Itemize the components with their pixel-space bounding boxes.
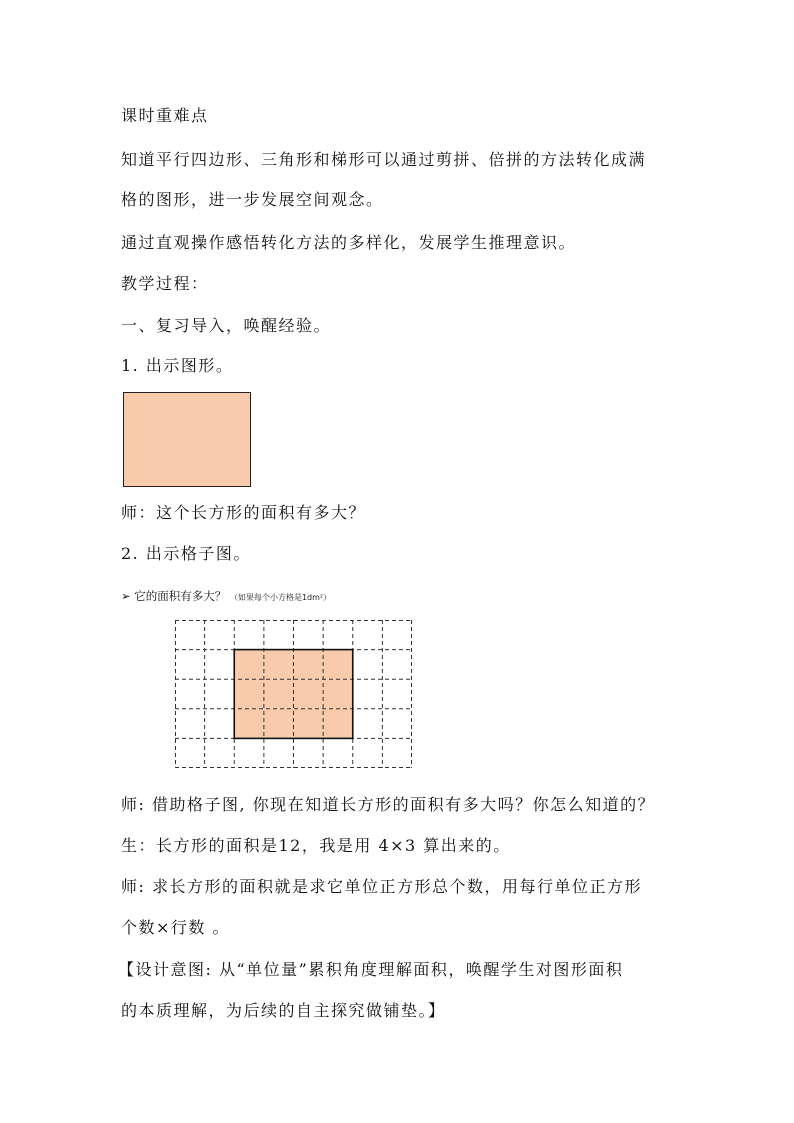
goal-2: 通过直观操作感悟转化方法的多样化，发展学生推理意识。 <box>121 233 577 252</box>
step-1: 1. 出示图形。 <box>121 356 234 375</box>
grid-prompt-note: （如果每个小方格是1dm²） <box>229 593 332 602</box>
arrow-marker-icon: ➢ <box>121 589 131 603</box>
student-answer: 生：长方形的面积是12，我是用 4×3 算出来的。 <box>121 836 511 855</box>
design-intent-line-2: 的本质理解，为后续的自主探究做铺垫。】 <box>121 1001 446 1020</box>
key-difficulty-heading: 课时重难点 <box>121 106 209 125</box>
grid-prompt-text: 它的面积有多大？ <box>134 589 227 603</box>
section-1-heading: 一、复习导入，唤醒经验。 <box>121 316 332 335</box>
grid-svg <box>175 620 412 768</box>
shaded-rectangle-figure <box>123 392 251 487</box>
teacher-summary-line-1: 师: 求长方形的面积就是求它单位正方形总个数，用每行单位正方形 <box>121 877 642 896</box>
step-2: 2. 出示格子图。 <box>121 544 251 563</box>
grid-prompt <box>121 588 331 606</box>
teacher-summary-line-2: 个数×行数 。 <box>121 918 230 937</box>
process-heading: 教学过程： <box>121 274 209 293</box>
design-intent-line-1: 【设计意图: 从“单位量”累积角度理解面积，唤醒学生对图形面积 <box>118 960 624 979</box>
goal-1-line-2: 格的图形，进一步发展空间观念。 <box>121 190 384 209</box>
grid-figure <box>175 620 412 768</box>
goal-1-line-1: 知道平行四边形、三角形和梯形可以通过剪拼、倍拼的方法转化成满 <box>121 150 647 169</box>
teacher-question-2: 师: 借助格子图, 你现在知道长方形的面积有多大吗？你怎么知道的？ <box>121 795 656 814</box>
teacher-question-1: 师：这个长方形的面积有多大？ <box>121 503 367 522</box>
